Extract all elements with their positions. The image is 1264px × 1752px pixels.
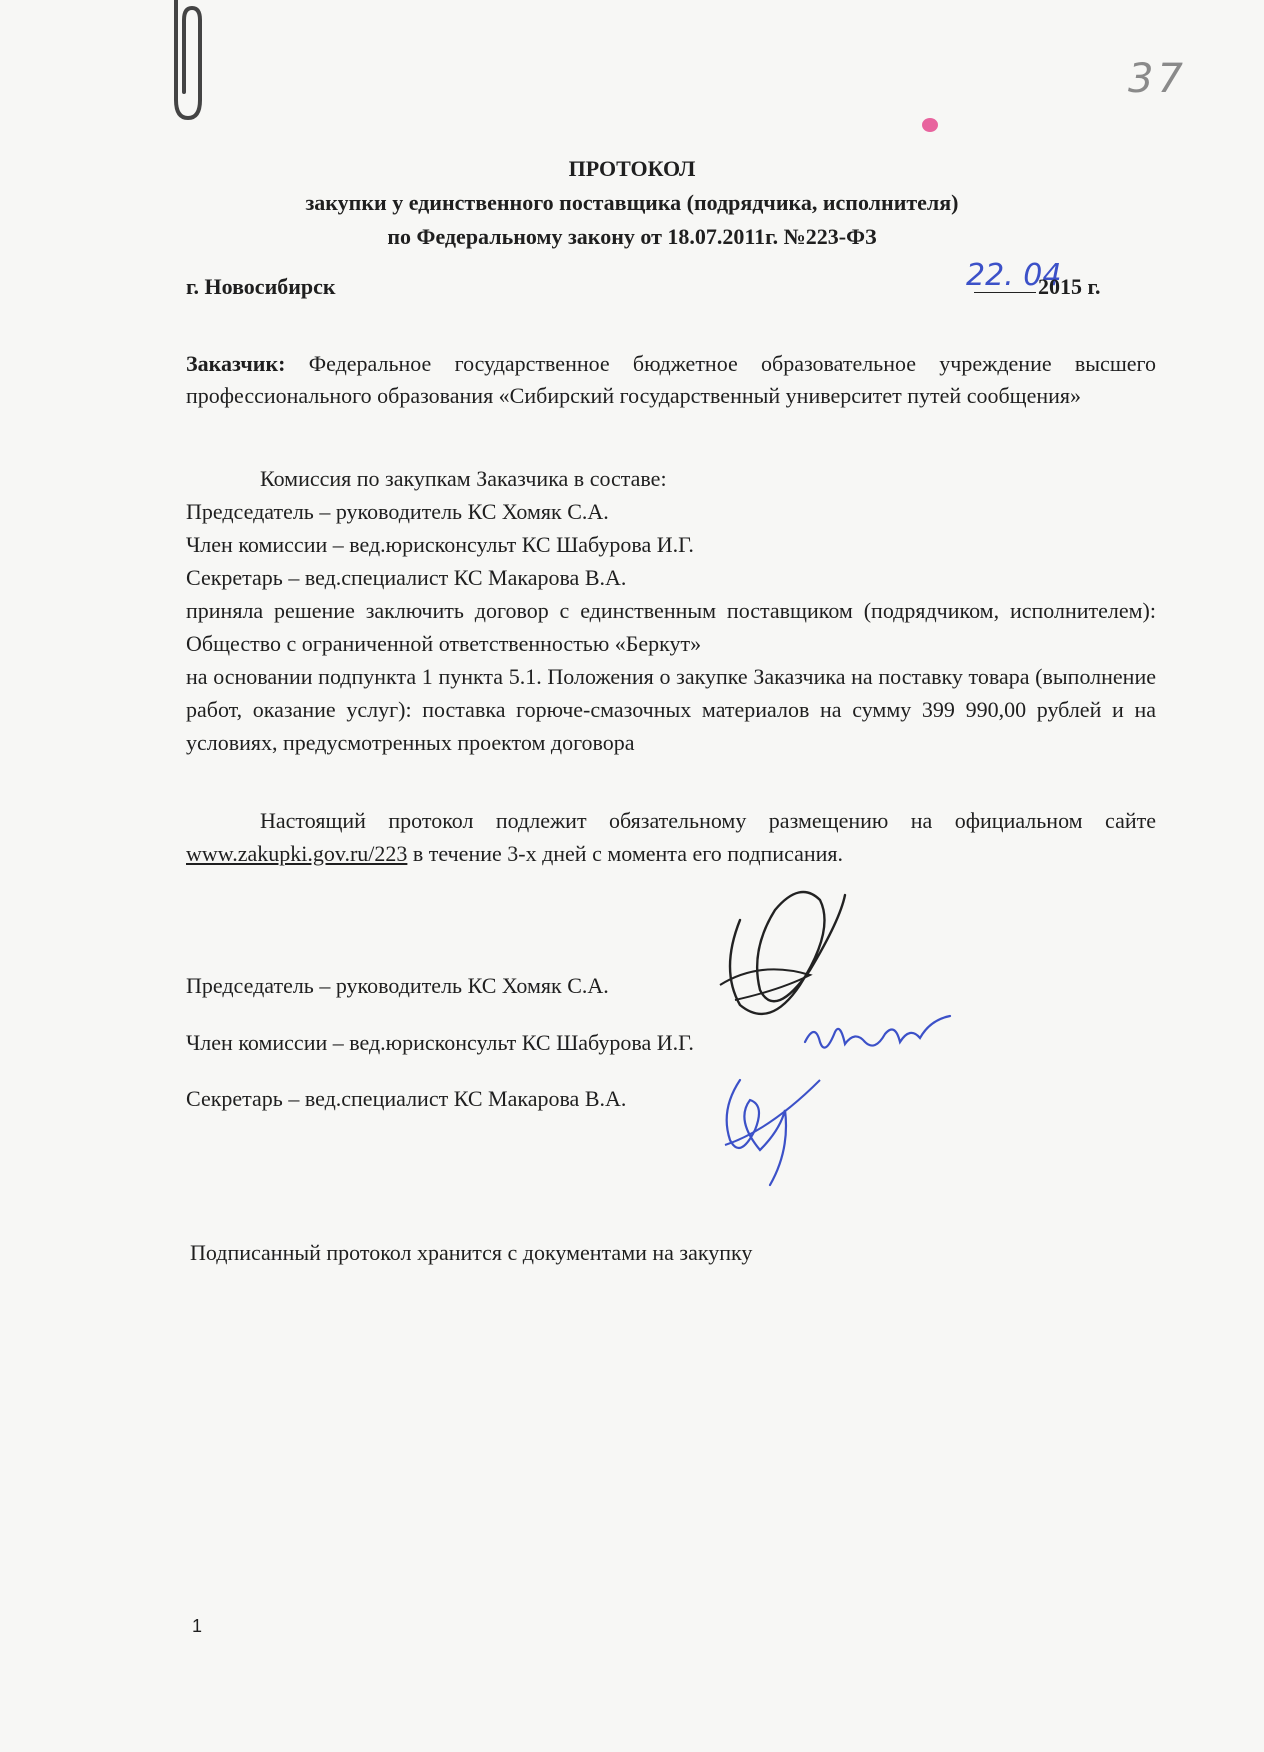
archive-number: 37 bbox=[1128, 56, 1187, 102]
commission-decision: приняла решение заключить договор с единственным поставщиком (подрядчиком, исполнителем): Общество с ограниченной ответственностью «Беркут» bbox=[186, 598, 1156, 656]
zakupki-link[interactable]: www.zakupki.gov.ru/223 bbox=[186, 841, 408, 866]
paperclip-icon bbox=[168, 0, 208, 125]
signature-line-chairman: Председатель – руководитель КС Хомяк С.А. bbox=[186, 973, 609, 998]
handwritten-date: 22. 04 bbox=[966, 258, 1062, 293]
signature-line-member: Член комиссии – вед.юрисконсульт КС Шабурова И.Г. bbox=[186, 1030, 694, 1055]
publication-text-after: в течение 3-х дней с момента его подписания. bbox=[407, 841, 844, 866]
commission-member: Член комиссии – вед.юрисконсульт КС Шабурова И.Г. bbox=[186, 532, 694, 557]
customer-block bbox=[186, 348, 1156, 412]
document-date bbox=[960, 258, 1160, 298]
member-signature bbox=[800, 1012, 960, 1062]
customer-label: Заказчик: bbox=[186, 351, 286, 376]
document-subtitle-2: по Федеральному закону от 18.07.2011г. №223-ФЗ bbox=[387, 224, 877, 249]
secretary-signature bbox=[710, 1060, 830, 1190]
commission-intro: Комиссия по закупкам Заказчика в составе: bbox=[260, 466, 667, 491]
publication-paragraph bbox=[186, 804, 1156, 870]
page-number: 1 bbox=[192, 1616, 203, 1636]
publication-text: Настоящий протокол подлежит обязательному размещению на официальном сайте bbox=[260, 808, 1156, 833]
document-subtitle-1: закупки у единственного поставщика (подрядчика, исполнителя) bbox=[305, 190, 959, 215]
commission-basis: на основании подпункта 1 пункта 5.1. Положения о закупке Заказчика на поставку товара (выполнение работ, оказание услуг): поставка горюче-смазочных материалов на сумму 399 990,00 рублей и на условиях, предусмотренных проектом договора bbox=[186, 664, 1156, 755]
chairman-signature bbox=[700, 880, 860, 1030]
city: г. Новосибирск bbox=[186, 274, 336, 299]
date-underline bbox=[974, 292, 1036, 293]
commission-chairman: Председатель – руководитель КС Хомяк С.А. bbox=[186, 499, 609, 524]
date-year: 2015 г. bbox=[1038, 274, 1101, 299]
footer-note: Подписанный протокол хранится с документами на закупку bbox=[190, 1240, 753, 1265]
document-title: ПРОТОКОЛ bbox=[568, 156, 696, 181]
commission-secretary: Секретарь – вед.специалист КС Макарова В.А. bbox=[186, 565, 627, 590]
ink-dot bbox=[922, 118, 938, 132]
customer-text: Федеральное государственное бюджетное образовательное учреждение высшего профессионального образования «Сибирский государственный университет путей сообщения» bbox=[186, 351, 1156, 408]
signature-line-secretary: Секретарь – вед.специалист КС Макарова В.А. bbox=[186, 1086, 627, 1111]
